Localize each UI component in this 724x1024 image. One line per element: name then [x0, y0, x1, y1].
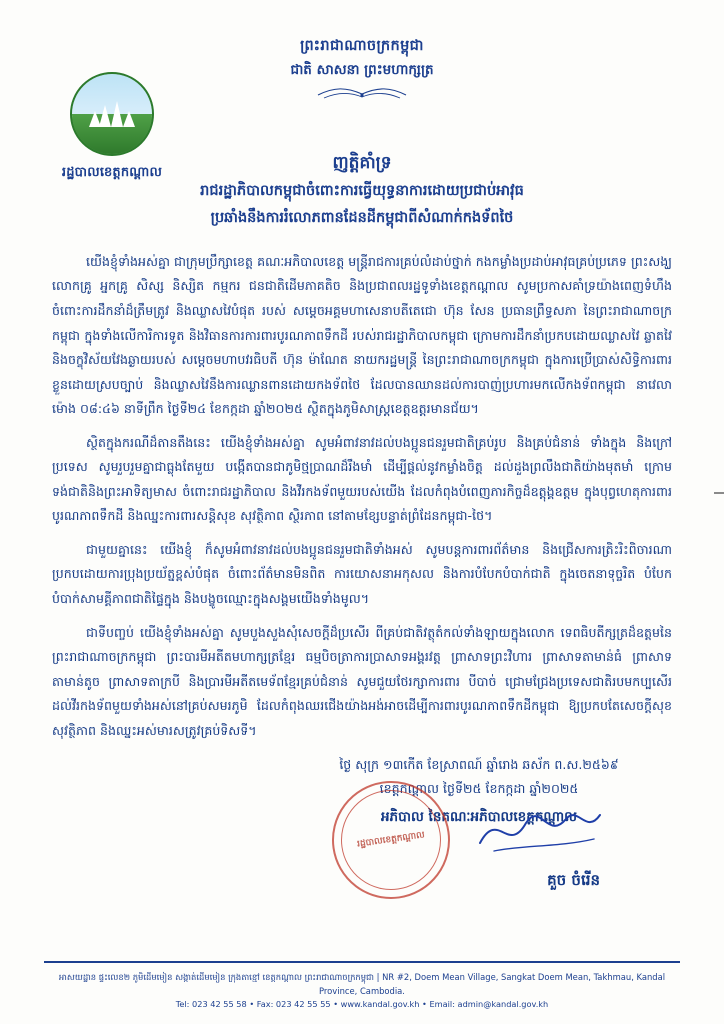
- decorative-flourish-icon: [314, 87, 410, 103]
- signatory-name: គួច ចំរើន: [547, 870, 600, 889]
- signatory-title: អភិបាល នៃគណៈអភិបាលខេត្តកណ្ដាល: [380, 809, 578, 826]
- signature-date-line: ថ្ងៃ សុក្រ ១៣កើត ខែស្រាពណ៍ ឆ្នាំរោង ឆស័ក ព.ស.២៥៦៩: [339, 757, 619, 773]
- province-seal-label: រដ្ឋបាលខេត្តកណ្ដាល: [61, 165, 163, 180]
- page-edge-marker: [714, 492, 724, 494]
- page-subtitle-line-1: រាជរដ្ឋាភិបាលកម្ពុជាចំពោះការធ្វើយុទ្ធនាការដោយប្រជាប់អាវុធ: [200, 183, 524, 200]
- document-footer: [0, 961, 724, 1024]
- signature-place-line: ខេត្តកណ្ដាល ថ្ងៃទី២៥ ខែកក្កដា ឆ្នាំ២០២៥: [379, 781, 579, 797]
- footer-divider: [44, 961, 680, 963]
- footer-contact: Tel: 023 42 55 58 • Fax: 023 42 55 55 • www.kandal.gov.kh • Email: admin@kandal.gov.kh: [175, 999, 549, 1010]
- national-motto: ជាតិ សាសនា ព្រះមហាក្សត្រ: [290, 61, 434, 78]
- page-subtitle-line-2: ប្រឆាំងនឹងការរំលោភពានដែនដីកម្ពុជាពីសំណាក់កងទ័ពថៃ: [210, 210, 514, 227]
- kandal-province-seal-icon: [70, 72, 154, 156]
- body-paragraph: ជាមួយគ្នានេះ យើងខ្ញុំ ក៏សូមអំពាវនាវដល់បងប្អូនជនរួមជាតិទាំងអស់ សូមបន្តការពារព័ត៌មាន និងជ្រើសការត្រិះរិះពិចារណាប្រកបដោយការប្រុងប្រយ័ត្នខ្ពស់បំផុត ចំពោះព័ត៌មានមិនពិត ការយោសនាអកុសល និងការបំបែកបំបាក់ជាតិ ក្នុងចេតនាទុច្ចរិត បំបែកបំបាក់សាមគ្គីភាពជាតិផ្ទៃក្នុង និងបង្ខូចឈ្មោះក្នុងសង្គមយើងទាំងមូល។: [52, 541, 672, 606]
- body-paragraph: យើងខ្ញុំទាំងអស់គ្នា ជាក្រុមប្រឹក្សាខេត្ត គណៈអភិបាលខេត្ត មន្ត្រីរាជការគ្រប់លំដាប់ថ្នាក់ កងកម្លាំងប្រដាប់អាវុធគ្រប់ប្រភេទ ព្រះសង្ឃ លោកគ្រូ អ្នកគ្រូ សិស្ស និស្សិត កម្មករ ជនជាតិដើមភាគតិច និងប្រជាពលរដ្ឋទូទាំងខេត្តកណ្ដាល សូមប្រកាសគាំទ្រយ៉ាងពេញទំហឹង ចំពោះការដឹកនាំដ៏ត្រឹមត្រូវ និងឈ្លាសវៃបំផុត របស់ សម្ដេចអគ្គមហាសេនាបតីតេជោ ហ៊ុន សែន ប្រធានព្រឹទ្ធសភា នៃព្រះរាជាណាចក្រកម្ពុជា ក្នុងទាំងលើការិការទូត និងវិធានការការពារបូរណភាពទឹកដី របស់រាជរដ្ឋាភិបាលកម្ពុជា ក្រោមការដឹកនាំប្រកបដោយឈ្លាសវៃ ឆ្លាតវៃ និងចក្ខុវិស័យវែងឆ្ងាយរបស់ សម្ដេចមហាបវរធិបតី ហ៊ុន ម៉ាណែត នាយករដ្ឋមន្ត្រី នៃព្រះរាជាណាចក្រកម្ពុជា ក្នុងការប្រើប្រាស់សិទ្ធិការពារខ្លួនដោយស្របច្បាប់ និងឈ្លាសវៃនឹងការឈ្លានពានដោយកងទ័ពថៃ ដែលបានឈានដល់ការបាញ់ប្រហារមកលើកងទ័ពកម្ពុជា នាវេលាម៉ោង ០៨:៤៦ នាទីព្រឹក ថ្ងៃទី២៤ ខែកក្កដា ឆ្នាំ២០២៥ ស្ថិតក្នុងភូមិសាស្ត្រខេត្តឧត្តរមានជ័យ។: [52, 253, 672, 417]
- page-title: ញត្តិគាំទ្រ: [332, 153, 392, 174]
- stamp-text: រដ្ឋបាលខេត្តកណ្ដាល: [356, 830, 426, 850]
- body-paragraph: ស្ថិតក្នុងករណីដ៏តានតឹងនេះ យើងខ្ញុំទាំងអស់គ្នា សូមអំពាវនាវដល់បងប្អូនជនរួមជាតិគ្រប់រូប និងគ្រប់ជំនាន់ ទាំងក្នុង និងក្រៅប្រទេស សូមរួបរួមគ្នាជាធ្លុងតែមួយ បង្កើតបានជាភូមិថ្មប្រាណដ៏រឹងមាំ ដើម្បីផ្ដល់នូវកម្លាំងចិត្ត ដល់ដួងព្រលឹងជាតិយ៉ាងមុតមាំ ក្រោមទង់ជាតិនិងព្រះអាទិត្យមាស ចំពោះរាជរដ្ឋាភិបាល និងវីរកងទ័ពមួយរបស់យើង ដែលកំពុងបំពេញភារកិច្ចដ៏ឧត្ដុង្គឧត្តម ក្នុងបុព្វហេតុការពារបូរណភាពទឹកដី និងឈ្នះការពារសន្តិសុខ សុវត្ថិភាព ស្ថិរភាព នៅតាមខ្សែបន្ទាត់ព្រំដែនកម្ពុជា-ថៃ។: [52, 434, 672, 524]
- document-body: [52, 250, 672, 743]
- footer-address: អាសយដ្ឋាន ផ្ទះលេខ២ ភូមិដើមមៀន សង្កាត់ដើមមៀន ក្រុងតាខ្មៅ ខេត្តកណ្ដាល ព្រះរាជាណាចក្រកម្ពុជា | NR #2, Doem Mean Village, Sangkat Doem Mean, Takhmau, Kandal Province, Cambodia.: [58, 971, 666, 996]
- kingdom-title: ព្រះរាជាណាចក្រកម្ពុជា: [300, 38, 424, 54]
- signature-block: [0, 753, 672, 892]
- province-seal-block: [42, 72, 182, 183]
- body-paragraph: ជាទីបញ្ចប់ យើងខ្ញុំទាំងអស់គ្នា សូមបួងសួងសុំសេចក្ដីដ៏ប្រសើរ ពីគ្រប់ជាតិវត្ថុតំកល់ទាំងឡាយក្នុងលោក ទេពធិបតីក្សត្រដ៏ឧត្ដមនៃព្រះរាជាណាចក្រកម្ពុជា ព្រះបារមីអតីតមហាក្សត្រខ្មែរ ធម្មបិចត្រាការប្រាសាទអង្គរវត្ត ព្រាសាទព្រះវិហារ ព្រាសាទតាមាន់ធំ ព្រាសាទតាមាន់តូច ព្រាសាទតាក្របី និងប្រារមីអតីតមេទ័ពខ្មែរគ្រប់ជំនាន់ សូមជួយថែរក្សាការពារ បីបាច់ ជ្រោមជ្រែងប្រទេសជាតិរបមកប្បសើរ ដល់វីរកងទ័ពមួយទាំងអស់នៅគ្រប់សមរភូមិ ដែលកំពុងឈរជើងយ៉ាងអង់អាចដើម្បីការពារបូរណភាពទឹកដីកម្ពុជា ឱ្យប្រកបតែសេចក្ដីសុខ សុវត្ថិភាព និងឈ្នះអស់មារសត្រូវគ្រប់ទិសទី។: [52, 624, 672, 738]
